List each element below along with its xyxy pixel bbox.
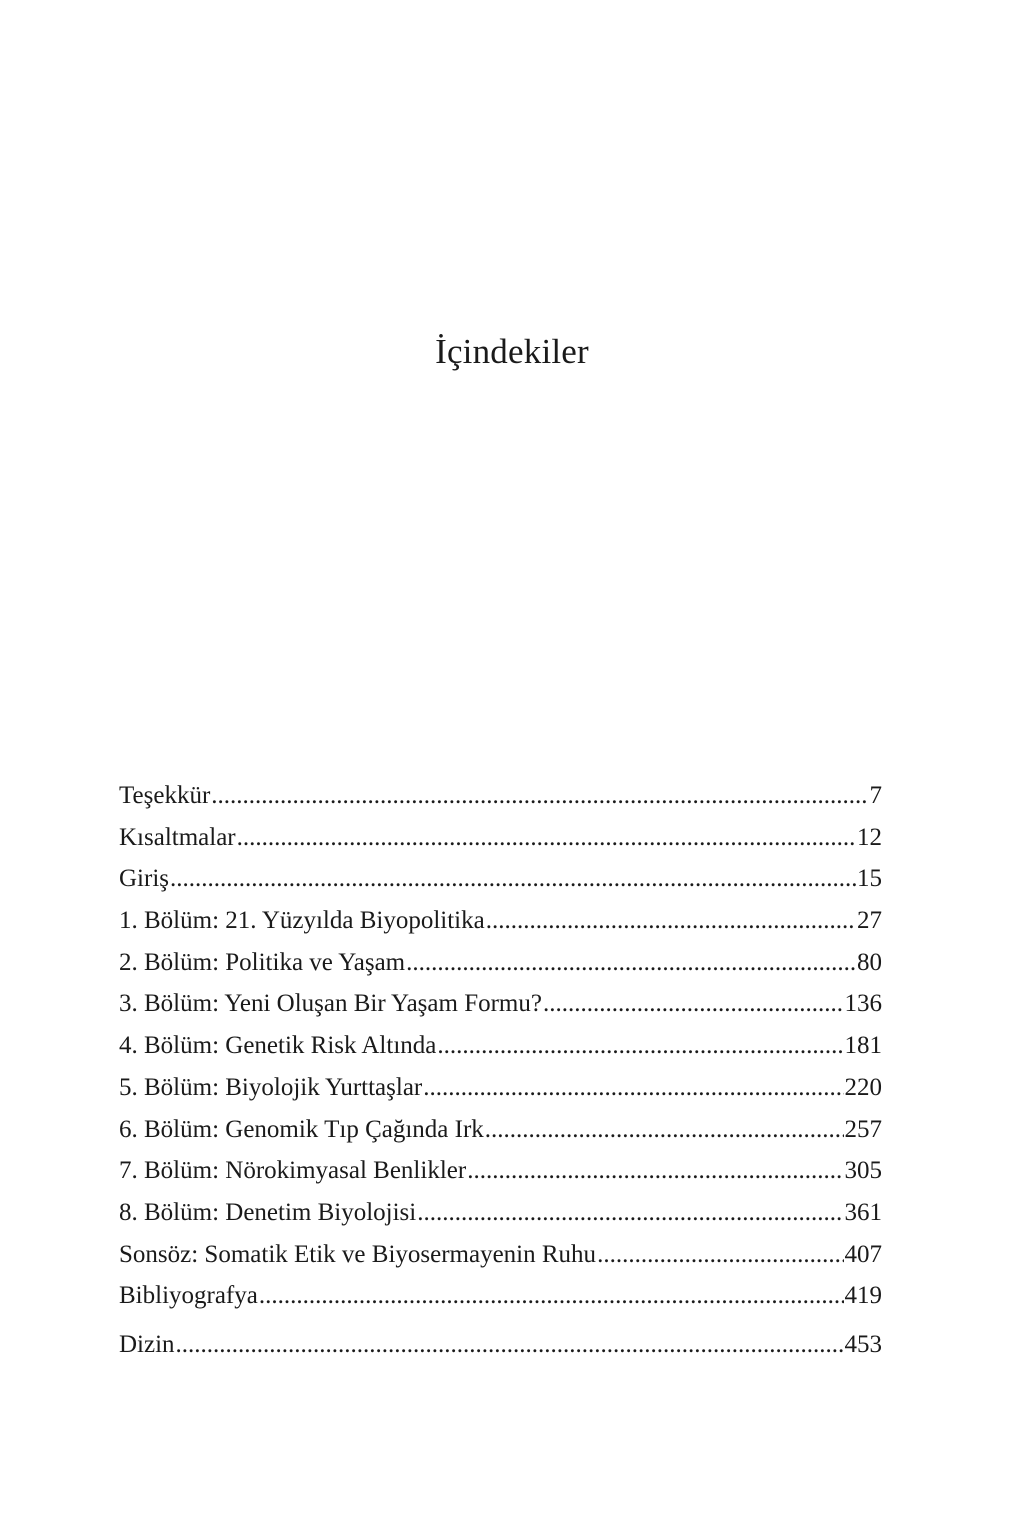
dot-leader (467, 1150, 843, 1192)
toc-entry-page: 12 (857, 823, 882, 851)
toc-entry-page: 7 (869, 782, 882, 809)
toc-entry-page: 27 (857, 907, 882, 935)
page-title: İçindekiler (435, 332, 589, 371)
toc-entry-chapter-7[interactable] (119, 1150, 882, 1192)
dot-leader (406, 942, 856, 984)
dot-leader (543, 983, 844, 1025)
toc-entry-label: 5. Bölüm: Biyolojik Yurttaşlar (119, 1073, 423, 1101)
dot-leader (211, 775, 868, 817)
toc-entry-chapter-2[interactable] (119, 942, 882, 984)
toc-entry-page: 305 (844, 1157, 882, 1185)
toc-entry-label: 4. Bölüm: Genetik Risk Altında (119, 1032, 437, 1060)
toc-entry-abbreviations[interactable] (119, 817, 882, 859)
dot-leader (437, 1025, 843, 1067)
toc-entry-page: 407 (844, 1240, 882, 1268)
toc-entry-chapter-1[interactable] (119, 900, 882, 942)
toc-entry-label: 7. Bölüm: Nörokimyasal Benlikler (119, 1157, 467, 1185)
dot-leader (597, 1234, 843, 1276)
dot-leader (170, 858, 856, 900)
toc-entry-page: 257 (844, 1115, 882, 1143)
toc-entry-introduction[interactable] (119, 858, 882, 900)
toc-entry-page: 419 (844, 1282, 882, 1310)
toc-entry-label: 3. Bölüm: Yeni Oluşan Bir Yaşam Formu? (119, 990, 542, 1018)
toc-entry-chapter-5[interactable] (119, 1067, 882, 1109)
toc-entry-label: Bibliyografya (119, 1282, 258, 1310)
toc-entry-chapter-3[interactable] (119, 983, 882, 1025)
toc-entry-afterword[interactable] (119, 1234, 882, 1276)
toc-entry-label: Sonsöz: Somatik Etik ve Biyosermayenin Ruhu (119, 1240, 597, 1268)
toc-entry-label: Teşekkür (119, 782, 211, 809)
toc-entry-bibliography[interactable] (119, 1275, 882, 1317)
toc-entry-label: 8. Bölüm: Denetim Biyolojisi (119, 1198, 417, 1226)
toc-entry-chapter-6[interactable] (119, 1109, 882, 1151)
toc-entry-label: 6. Bölüm: Genomik Tıp Çağında Irk (119, 1115, 484, 1143)
toc-entry-page: 361 (844, 1198, 882, 1226)
toc-entry-page: 453 (844, 1330, 882, 1358)
toc-entry-page: 80 (857, 948, 882, 976)
dot-leader (237, 817, 856, 859)
toc-entry-label: Giriş (119, 865, 169, 893)
toc-entry-page: 220 (844, 1073, 882, 1101)
dot-leader (176, 1324, 844, 1366)
table-of-contents (119, 775, 882, 1366)
dot-leader (423, 1067, 843, 1109)
toc-entry-page: 181 (844, 1032, 882, 1060)
toc-entry-chapter-8[interactable] (119, 1192, 882, 1234)
dot-leader (485, 1109, 844, 1151)
toc-entry-label: Dizin (119, 1330, 175, 1358)
toc-entry-label: Kısaltmalar (119, 823, 236, 851)
toc-entry-page: 15 (857, 865, 882, 893)
toc-entry-label: 2. Bölüm: Politika ve Yaşam (119, 948, 406, 976)
toc-entry-chapter-4[interactable] (119, 1025, 882, 1067)
dot-leader (486, 900, 856, 942)
dot-leader (259, 1275, 844, 1317)
toc-entry-page: 136 (844, 990, 882, 1018)
toc-entry-index[interactable] (119, 1324, 882, 1366)
dot-leader (417, 1192, 843, 1234)
toc-entry-label: 1. Bölüm: 21. Yüzyılda Biyopolitika (119, 907, 485, 935)
toc-entry-acknowledgements[interactable] (119, 775, 882, 817)
